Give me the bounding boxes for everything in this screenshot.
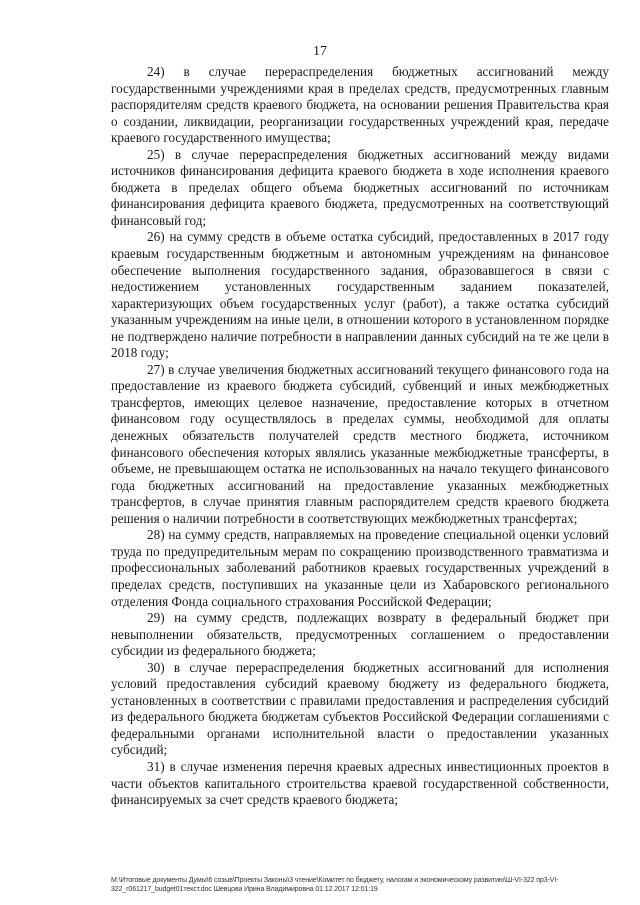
clause-31: 31) в случае изменения перечня краевых адресных инвестиционных проектов в части объектов капитального строительства краевой государственной собственности, финансируемых за счет средств краевого бюджета;: [111, 758, 609, 808]
clause-30: 30) в случае перераспределения бюджетных ассигнований для исполнения условий предоставления субсидий краевому бюджету из федерального бюджета, установленных в соответствии с правилами предоставления и распределения субсидий из федерального бюджета бюджетам субъектов Российской Федерации соглашениями с федеральными органами исполнительной власти о предоставлении указанных субсидий;: [111, 659, 609, 758]
page-number: 17: [313, 44, 327, 59]
clause-27: 27) в случае увеличения бюджетных ассигнований текущего финансового года на предоставление из краевого бюджета субсидий, субвенций и иных межбюджетных трансфертов, имеющих целевое назначение, предоставление которых в отчетном финансовом году осуществлялось в пределах суммы, необходимой для оплаты денежных обязательств получателей средств местного бюджета, источником финансового обеспечения которых являлись указанные межбюджетные трансферты, в объеме, не превышающем остатка не использованных на начало текущего финансового года бюджетных ассигнований на предоставление указанных межбюджетных трансфертов, в случае принятия главным распорядителем средств краевого бюджета решения о наличии потребности в соответствующих межбюджетных трансфертах;: [111, 361, 609, 526]
clause-29: 29) на сумму средств, подлежащих возврату в федеральный бюджет при невыполнении обязательств, предусмотренных соглашением о предоставлении субсидии из федерального бюджета;: [111, 610, 609, 659]
document-body: [111, 64, 609, 809]
clause-26: 26) на сумму средств в объеме остатка субсидий, предоставленных в 2017 году краевым государственным бюджетным и автономным учреждениям на финансовое обеспечение выполнения государственного задания, образовавшегося в связи с недостижением установленных государственным заданием показателей, характеризующих объем государственных услуг (работ), а также остатка субсидий указанным учреждениям на иные цели, в отношении которого в установленном порядке не подтверждено наличие потребности в направлении данных субсидий на те же цели в 2018 году;: [111, 229, 609, 361]
clause-25: 25) в случае перераспределения бюджетных ассигнований между видами источников финансирования дефицита краевого бюджета в ходе исполнения краевого бюджета в пределах общего объема бюджетных ассигнований по источникам финансирования дефицита краевого бюджета, предусмотренных на соответствующий финансовый год;: [111, 146, 609, 228]
clause-28: 28) на сумму средств, направляемых на проведение специальной оценки условий труда по предупредительным мерам по сокращению производственного травматизма и профессиональных заболеваний работников краевых государственных учреждений в пределах средств, поступивших на указанные цели из Хабаровского регионального отделения Фонда социального страхования Российской Федерации;: [111, 527, 609, 609]
file-path-footer: M:\Итоговые документы Думы\6 созыв\Проекты Законы\3 чтение\Комитет по бюджету, налогам и экономическому развитию\Ш-VI-322 пр3-VI-322_r061217_budget01текст.doc Шевцова Ирина Владимировна 01.12.2017 12:01:19: [111, 877, 559, 893]
clause-24: 24) в случае перераспределения бюджетных ассигнований между государственными учреждениями края в пределах средств, предусмотренных главным распорядителям средств краевого бюджета, на основании решения Правительства края о создании, ликвидации, реорганизации государственных учреждений края, передаче краевого государственного имущества;: [111, 64, 609, 146]
